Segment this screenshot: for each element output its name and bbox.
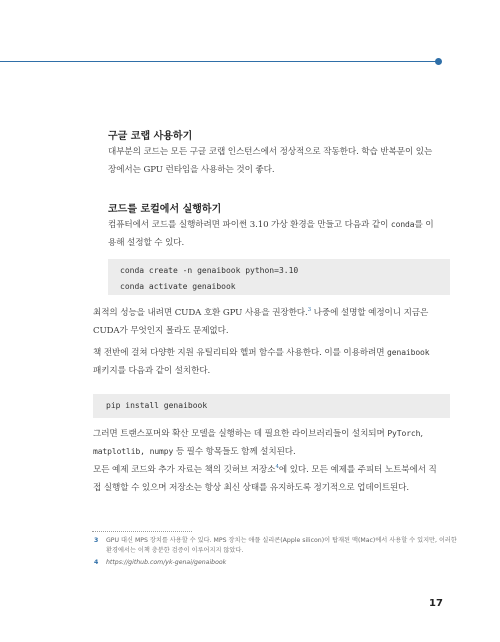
paragraph-line	[93, 443, 423, 461]
colab-paragraph	[108, 143, 432, 179]
header-rule	[0, 61, 438, 62]
code-line: pip install genaibook	[106, 401, 208, 410]
text: 나중에 설명할 예정이니 지금은	[311, 308, 429, 318]
code-block-conda	[108, 259, 450, 295]
footnote-3	[94, 536, 457, 556]
paragraph-line	[93, 461, 437, 479]
footnote-link[interactable]: https://github.com/yk-genai/genaibook	[106, 559, 227, 566]
inline-code: PyTorch	[387, 429, 421, 438]
paragraph-line: 용해 설정할 수 있다.	[108, 238, 185, 248]
paragraph-line	[93, 304, 428, 322]
footnote-number: 4	[94, 559, 99, 566]
code-block-pip	[93, 394, 450, 418]
footnote-4	[94, 558, 227, 568]
inline-code: genaibook	[387, 348, 430, 357]
paragraph-line	[108, 216, 434, 234]
text: 컴퓨터에서 코드를 실행하려면 파이썬 3.10 가상 환경을 만들고 다음과 같이	[108, 220, 391, 230]
page-number: 17	[429, 598, 443, 609]
footnote-divider	[92, 531, 192, 532]
paragraph-line: 대부분의 코드는 모든 구글 코랩 인스턴스에서 정상적으로 작동한다. 학습 반복문이 있는	[108, 147, 433, 157]
inline-code: matplotlib, numpy	[93, 447, 174, 456]
code-line: conda create -n genaibook python=3.10	[120, 266, 299, 275]
text: 책 전반에 걸쳐 다양한 지원 유틸리티와 헬퍼 함수를 사용한다. 이를 이용하려면	[93, 348, 388, 358]
footnote-line: 환경에서는 이책 충분한 검증이 이루어지지 않았다.	[106, 547, 244, 554]
text: 모든 예제 코드와 추가 자료는 책의 깃허브 저장소	[93, 465, 276, 475]
libs-paragraph	[93, 425, 423, 461]
paragraph-line: 접 실행할 수 있으며 저장소는 항상 최신 상태를 유지하도록 정기적으로 업데이트된다.	[93, 483, 410, 493]
header-rule-dot	[435, 58, 442, 65]
footnote-ref[interactable]: 3	[307, 307, 312, 314]
text: 최적의 성능을 내려면 CUDA 호환 GPU 사용을 권장한다.	[93, 308, 308, 318]
inline-code: conda	[390, 220, 415, 229]
cuda-paragraph	[93, 304, 428, 340]
code-line: conda activate genaibook	[120, 282, 236, 291]
footnote-number: 3	[94, 537, 99, 544]
paragraph-line	[93, 344, 430, 362]
paragraph-line: 패키지를 다음과 같이 설치한다.	[93, 366, 211, 376]
text: 등 필수 항목들도 함께 설치된다.	[173, 447, 296, 457]
footnote-ref[interactable]: 4	[275, 464, 279, 471]
footnote-line: GPU 대신 MPS 장치를 사용할 수 있다. MPS 장치는 애플 실리콘(Apple silicon)이 탑재된 맥(Mac)에서 사용할 수 있지만, 이러한	[106, 537, 457, 544]
text: 에 있다. 모든 예제를 주피터 노트북에서 직	[278, 465, 437, 475]
text: 를 이	[414, 220, 434, 230]
colab-heading: 구글 코랩 사용하기	[108, 131, 193, 142]
repo-paragraph	[93, 461, 437, 497]
paragraph-line: 장에서는 GPU 런타임을 사용하는 것이 좋다.	[108, 165, 275, 175]
paragraph-line: CUDA가 무엇인지 몰라도 문제없다.	[93, 326, 229, 336]
paragraph-line	[93, 425, 423, 443]
text: 그러면 트랜스포머와 확산 모델을 실행하는 데 필요한 라이브러리들이 설치되며	[93, 429, 388, 439]
local-heading: 코드를 로컬에서 실행하기	[108, 204, 222, 215]
text: ,	[420, 429, 423, 439]
local-paragraph	[108, 216, 434, 252]
install-paragraph	[93, 344, 430, 380]
